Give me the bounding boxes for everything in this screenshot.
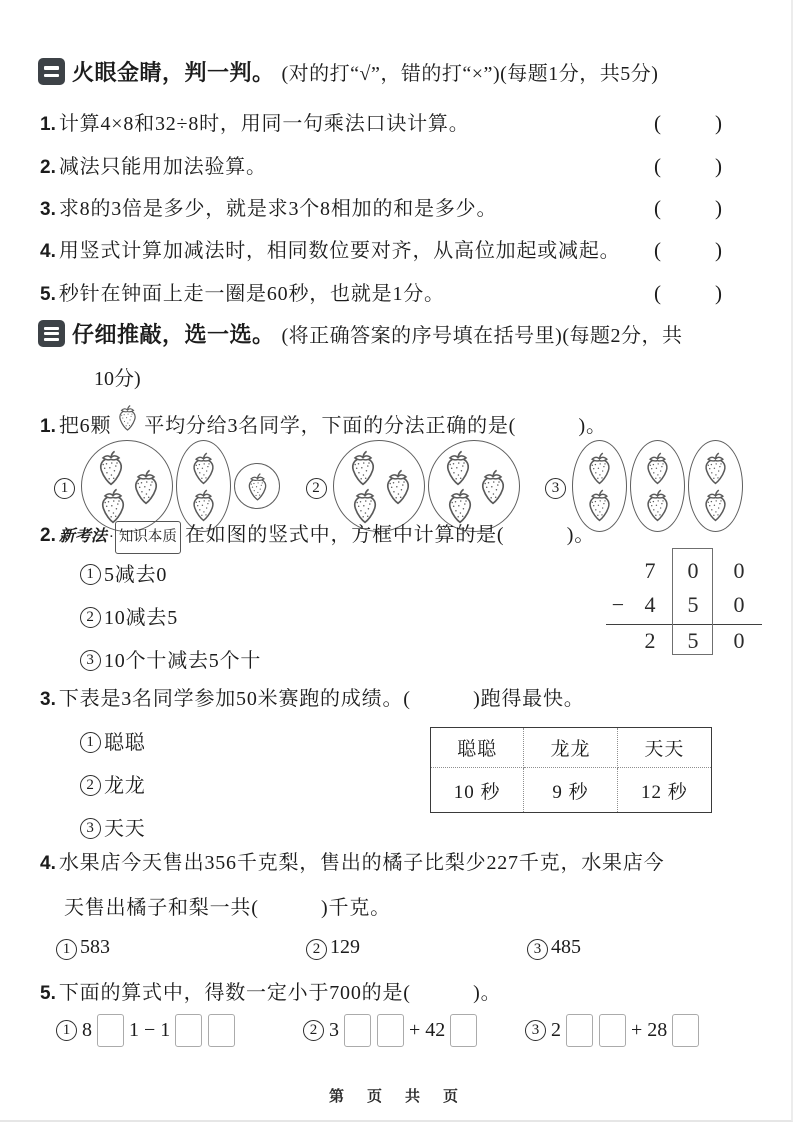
- table-value: 9 秒: [524, 768, 617, 812]
- strawberry-icon: [699, 450, 732, 486]
- option-number: 1: [80, 564, 101, 585]
- answer-bracket[interactable]: ( ): [654, 154, 722, 178]
- q1-option-3[interactable]: [545, 440, 743, 532]
- q4-option-2[interactable]: [306, 936, 360, 959]
- q3-option-1[interactable]: [80, 726, 146, 755]
- minus-sign: −: [611, 592, 625, 617]
- strawberry-icon: [641, 487, 674, 523]
- expression-text: + 42: [409, 1019, 446, 1041]
- option-number: 3: [525, 1020, 546, 1041]
- vertical-calculation: [606, 554, 762, 660]
- question-number: 2.: [40, 157, 56, 178]
- option-text: 10减去5: [104, 607, 178, 629]
- question-text-line2: 天售出橘子和梨一共( )千克。: [64, 897, 391, 919]
- question-text: 秒针在钟面上走一圈是60秒，也就是1分。: [58, 283, 445, 305]
- q3-option-2[interactable]: [80, 769, 146, 798]
- q2-option-3[interactable]: [80, 644, 261, 673]
- answer-bracket[interactable]: ( ): [654, 111, 722, 135]
- section2-subtitle: (对的打“√”，错的打“×”)(每题1分，共5分): [281, 63, 659, 85]
- question-number: 4.: [40, 241, 56, 262]
- section-three-icon: [38, 320, 65, 347]
- question-text: 减法只能用加法验算。: [58, 156, 267, 178]
- digit-box[interactable]: [377, 1014, 404, 1047]
- expression-text: 2: [551, 1019, 561, 1041]
- section-two-icon: [38, 58, 65, 85]
- mc-question-1: [40, 403, 607, 442]
- section2-title: 火眼金睛，判一判。: [72, 60, 275, 85]
- digit-box[interactable]: [175, 1014, 202, 1047]
- digit-box[interactable]: [672, 1014, 699, 1047]
- fruit-group-2: [176, 440, 231, 532]
- strawberry-icon: [128, 467, 164, 506]
- q2-option-1[interactable]: [80, 558, 167, 587]
- option-number: 3: [527, 939, 548, 960]
- q5-option-1[interactable]: [56, 1014, 238, 1047]
- option-number: 2: [306, 939, 327, 960]
- option-text: 天天: [104, 818, 146, 840]
- option-number: 1: [56, 1020, 77, 1041]
- mc-question-5: [40, 978, 501, 1009]
- table-value: 10 秒: [431, 768, 524, 812]
- strawberry-icon: [583, 487, 616, 523]
- strawberry-icon: [93, 448, 129, 487]
- question-text: 下表是3名同学参加50米赛跑的成绩。( )跑得最快。: [58, 688, 585, 710]
- fruit-group-2: [630, 440, 685, 532]
- digit-box[interactable]: [208, 1014, 235, 1047]
- digit-box[interactable]: [344, 1014, 371, 1047]
- option-number: 3: [545, 478, 566, 499]
- table-value: 12 秒: [640, 781, 688, 803]
- question-number: 1.: [40, 114, 56, 135]
- q4-option-1[interactable]: [56, 936, 110, 959]
- question-number: 4.: [40, 853, 56, 874]
- section2-header: [38, 56, 658, 87]
- expression-text: 8: [82, 1019, 92, 1041]
- digit-box[interactable]: [599, 1014, 626, 1047]
- mc-question-2: [40, 520, 595, 554]
- q5-option-2[interactable]: [303, 1014, 480, 1047]
- fruit-group-3: [81, 440, 173, 532]
- calc-digit: 0: [733, 628, 745, 653]
- option-text: 10个十减去5个十: [104, 650, 262, 672]
- fruit-group-3: [333, 440, 425, 532]
- tf-question-1: [40, 108, 722, 140]
- tf-question-3: [40, 193, 722, 225]
- mc-question-4-cont: [64, 893, 391, 923]
- question-number: 3.: [40, 689, 56, 710]
- strawberry-icon: [380, 467, 416, 506]
- digit-box[interactable]: [566, 1014, 593, 1047]
- calc-digit: 2: [644, 628, 656, 653]
- strawberry-icon: [475, 467, 511, 506]
- calc-digit: 7: [644, 558, 656, 583]
- q4-option-3[interactable]: [527, 936, 581, 959]
- fruit-group-1: [234, 463, 280, 509]
- q3-option-3[interactable]: [80, 812, 146, 841]
- calc-digit: 0: [687, 558, 699, 583]
- expression-text: + 28: [631, 1019, 668, 1041]
- table-header: 天天: [618, 728, 711, 768]
- race-results-table: [430, 727, 712, 813]
- q1-option-2[interactable]: [306, 440, 520, 532]
- option-number: 1: [56, 939, 77, 960]
- section3-title: 仔细推敲，选一选。: [72, 322, 275, 347]
- option-number: 2: [80, 607, 101, 628]
- option-text: 485: [551, 936, 581, 958]
- question-text-line1: 水果店今天售出356千克梨，售出的橘子比梨少227千克，水果店今: [58, 852, 665, 874]
- page-footer: 第 页 共 页: [328, 1088, 462, 1105]
- expression-text: 3: [329, 1019, 339, 1041]
- calc-digit: 5: [687, 628, 699, 653]
- strawberry-icon: [243, 471, 272, 502]
- option-text: 龙龙: [104, 775, 146, 797]
- digit-box[interactable]: [97, 1014, 124, 1047]
- new-method-badge: 新考法: [58, 528, 107, 545]
- question-number: 1.: [40, 416, 56, 437]
- digit-box[interactable]: [450, 1014, 477, 1047]
- strawberry-icon: [187, 487, 220, 523]
- expression-text: 1 − 1: [129, 1019, 171, 1041]
- mc-question-3: [40, 684, 585, 715]
- question-text: 计算4×8和32÷8时，用同一句乘法口诀计算。: [58, 113, 470, 135]
- question-text: 下面的算式中，得数一定小于700的是( )。: [58, 982, 502, 1004]
- question-text-after: 平均分给3名同学，下面的分法正确的是( )。: [144, 415, 607, 437]
- table-header: 聪聪: [431, 728, 524, 768]
- strawberry-icon: [641, 450, 674, 486]
- tf-question-2: [40, 151, 722, 183]
- q2-option-2[interactable]: [80, 601, 178, 630]
- option-number: 3: [80, 650, 101, 671]
- option-text: 129: [330, 936, 360, 958]
- answer-bracket[interactable]: ( ): [654, 238, 722, 262]
- tf-question-5: [40, 278, 722, 310]
- question-text: 在如图的竖式中，方框中计算的是( )。: [184, 524, 595, 546]
- question-text-before: 把6颗: [58, 415, 112, 437]
- mc-question-4: [40, 848, 664, 879]
- question-number: 3.: [40, 199, 56, 220]
- section3-header: [38, 318, 683, 349]
- question-text: 求8的3倍是多少，就是求3个8相加的和是多少。: [58, 198, 498, 220]
- option-number: 2: [80, 775, 101, 796]
- option-text: 聪聪: [104, 732, 146, 754]
- strawberry-icon: [187, 450, 220, 486]
- calc-digit: 5: [687, 592, 699, 617]
- q5-option-3[interactable]: [525, 1014, 702, 1047]
- strawberry-icon: [345, 448, 381, 487]
- badge-separator: ·: [108, 529, 114, 545]
- strawberry-icon: [583, 450, 616, 486]
- question-number: 5.: [40, 284, 56, 305]
- highlight-box: [672, 548, 713, 655]
- option-number: 2: [303, 1020, 324, 1041]
- calc-digit: 4: [644, 592, 656, 617]
- strawberry-icon: [699, 487, 732, 523]
- answer-bracket[interactable]: ( ): [654, 196, 722, 220]
- fruit-group-3: [428, 440, 520, 532]
- section3-subtitle-line2: 10分): [94, 368, 141, 390]
- table-header: 龙龙: [524, 728, 617, 768]
- question-number: 2.: [40, 525, 56, 546]
- q1-option-1[interactable]: [54, 440, 280, 532]
- calc-digit: 0: [733, 592, 745, 617]
- fruit-group-2: [688, 440, 743, 532]
- answer-bracket[interactable]: ( ): [654, 281, 722, 305]
- tf-question-4: [40, 235, 722, 267]
- option-number: 3: [80, 818, 101, 839]
- option-text: 583: [80, 936, 110, 958]
- question-text: 用竖式计算加减法时，相同数位要对齐，从高位加起或减起。: [58, 240, 621, 262]
- strawberry-icon: [440, 448, 476, 487]
- option-number: 1: [80, 732, 101, 753]
- calc-digit: 0: [733, 558, 745, 583]
- knowledge-essence-badge: 知识本质: [115, 521, 181, 554]
- strawberry-icon: [114, 403, 141, 432]
- option-text: 5减去0: [104, 564, 168, 586]
- option-number: 1: [54, 478, 75, 499]
- option-number: 2: [306, 478, 327, 499]
- section3-subtitle: (将正确答案的序号填在括号里)(每题2分，共: [281, 325, 683, 347]
- fruit-group-2: [572, 440, 627, 532]
- question-number: 5.: [40, 983, 56, 1004]
